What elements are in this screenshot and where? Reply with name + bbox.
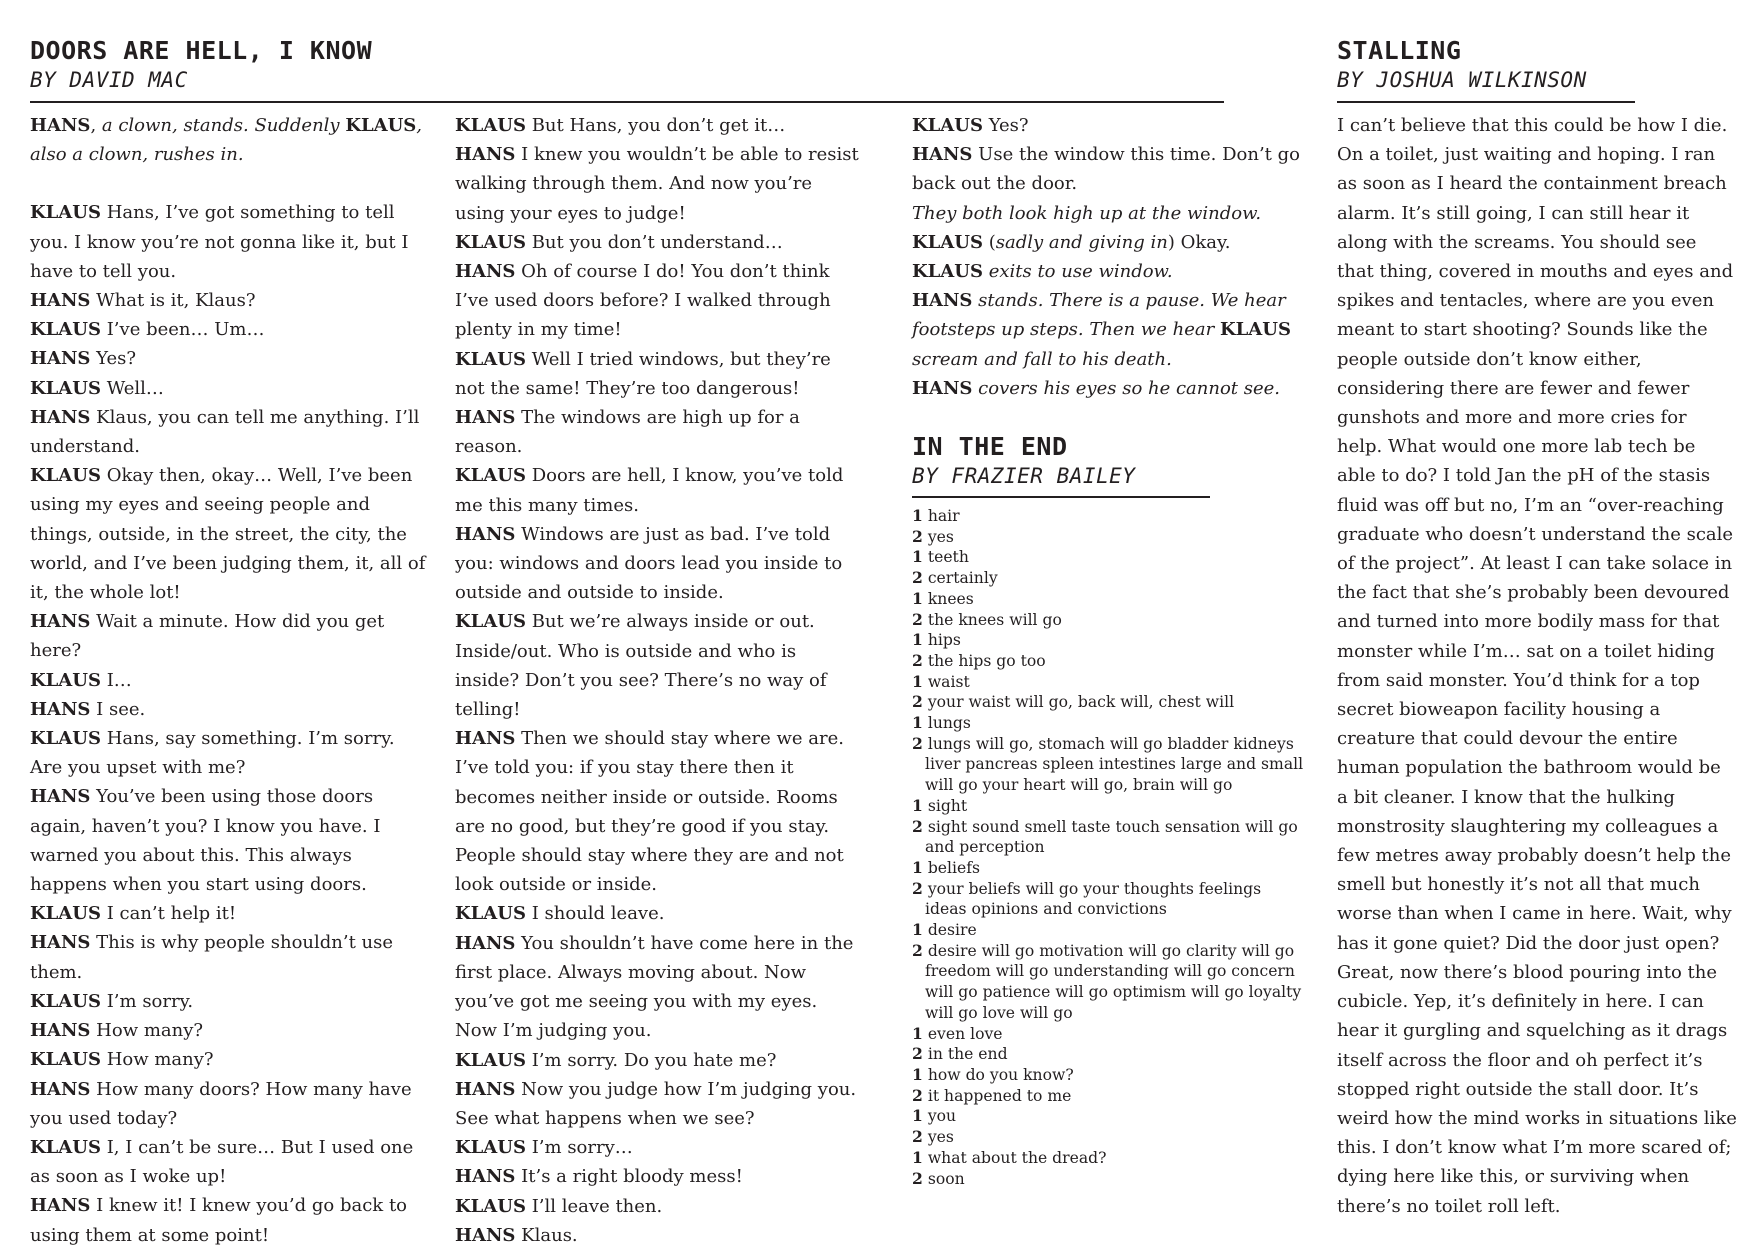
speaker-name: HANS xyxy=(912,290,973,312)
script-line xyxy=(30,987,430,1016)
script-line xyxy=(455,140,860,228)
dialogue-text: Okay then, okay… Well, I’ve been using my eyes and seeing people and things, outside, in the street, the city, the world, and I’ve been judging them, it, all of it, the whole lot! xyxy=(30,465,426,604)
poem-line xyxy=(912,1044,1307,1065)
stalling-byline: BY JOSHUA WILKINSON xyxy=(1337,68,1587,92)
script-line xyxy=(30,374,430,403)
dialogue-text: Yes? xyxy=(982,115,1029,136)
script-line xyxy=(455,1192,860,1221)
dialogue-text: Doors are hell, I know, you’ve told me this many times. xyxy=(455,465,844,516)
dialogue-text: I’ve been… Um… xyxy=(100,319,265,341)
dialogue-text: Wait a minute. How did you get here? xyxy=(30,611,385,662)
in-the-end-byline: BY FRAZIER BAILEY xyxy=(912,464,1136,488)
poem-line-number: 2 xyxy=(912,609,923,629)
poem-line-text: soon xyxy=(927,1169,965,1188)
speaker-name: HANS xyxy=(30,348,91,370)
poem-line xyxy=(912,1024,1307,1045)
script-line xyxy=(30,344,430,373)
poem-line xyxy=(912,506,1307,527)
dialogue-text: Now you judge how I’m judging you. See what happens when we see? xyxy=(455,1078,857,1129)
speaker-name: KLAUS xyxy=(1220,319,1291,341)
poem-line-number: 2 xyxy=(912,526,923,546)
poem-line-text: knees xyxy=(927,589,974,608)
poem-line-number: 2 xyxy=(912,692,923,712)
speaker-name: HANS xyxy=(455,407,516,429)
poem-line-number: 1 xyxy=(912,588,923,608)
doors-title: DOORS ARE HELL, I KNOW xyxy=(30,36,373,65)
dialogue-text: I’ll leave then. xyxy=(525,1195,663,1217)
poem-line-number: 1 xyxy=(912,1023,923,1043)
poem-line xyxy=(912,1169,1307,1190)
poem-line-text: waist xyxy=(927,672,970,691)
script-line xyxy=(455,929,860,1046)
poem-line xyxy=(912,734,1307,796)
stage-direction: , also a clown, rushes in. xyxy=(30,115,423,166)
script-line xyxy=(30,111,430,169)
poem-line xyxy=(912,568,1307,589)
stage-direction: sadly and giving in xyxy=(995,231,1168,253)
poem-line xyxy=(912,610,1307,631)
poem-line xyxy=(912,879,1307,920)
poem-line-text: the hips go too xyxy=(927,651,1046,670)
dialogue-text: I’m sorry. Do you hate me? xyxy=(525,1049,777,1071)
poem-line-number: 1 xyxy=(912,920,923,940)
poem-line-text: lungs will go, stomach will go bladder kidneys liver pancreas spleen intestines large and small will go your heart will go, brain will go xyxy=(925,734,1304,795)
script-line xyxy=(30,724,430,782)
script-line xyxy=(455,607,860,724)
script-line xyxy=(912,228,1307,257)
poem-line-number: 1 xyxy=(912,630,923,650)
speaker-name: KLAUS xyxy=(912,231,983,253)
speaker-name: KLAUS xyxy=(30,728,101,750)
poem-line-number: 1 xyxy=(912,1106,923,1126)
poem-line-number: 2 xyxy=(912,1127,923,1147)
speaker-name: HANS xyxy=(30,1020,91,1042)
poem-line-text: hair xyxy=(927,507,960,525)
poem-line xyxy=(912,547,1307,568)
in-the-end-title-rule xyxy=(912,496,1210,498)
script-line xyxy=(455,461,860,519)
dialogue-text: This is why people shouldn’t use them. xyxy=(30,932,394,983)
script-line xyxy=(455,1133,860,1162)
speaker-name: HANS xyxy=(30,115,91,136)
script-line xyxy=(455,228,860,257)
script-line xyxy=(30,666,430,695)
script-line xyxy=(30,403,430,461)
poem-line-text: certainly xyxy=(927,569,998,588)
poem-line-text: desire will go motivation will go clarity will go freedom will go understanding will go concern will go patience will go optimism will go loyalty will go love will go xyxy=(925,941,1302,1022)
script-line xyxy=(455,1075,860,1133)
poem-line-text: your beliefs will go your thoughts feelings ideas opinions and convictions xyxy=(925,879,1262,919)
poem-line-number: 2 xyxy=(912,733,923,753)
stage-direction: They both look high up at the window. xyxy=(912,202,1262,224)
poem-line-number: 1 xyxy=(912,671,923,691)
doors-column-1 xyxy=(30,111,430,1250)
speaker-name: HANS xyxy=(30,611,91,633)
speaker-name: HANS xyxy=(455,1224,516,1246)
speaker-name: HANS xyxy=(455,1078,516,1100)
poem-line-number: 2 xyxy=(912,1044,923,1064)
dialogue-text: Yes? xyxy=(90,348,137,370)
script-line xyxy=(30,928,430,986)
poem-line xyxy=(912,1127,1307,1148)
dialogue-text: How many? xyxy=(90,1020,204,1042)
poem-line-text: sight xyxy=(927,796,968,815)
script-line xyxy=(30,695,430,724)
speaker-name: HANS xyxy=(455,932,516,954)
dialogue-text: But Hans, you don’t get it… xyxy=(525,115,786,136)
dialogue-text: Well… xyxy=(100,377,164,399)
script-line xyxy=(455,1221,860,1250)
poem-line xyxy=(912,1065,1307,1086)
dialogue-text: Then we should stay where we are. I’ve told you: if you stay there then it becomes neither inside or outside. Rooms are no good, but they’re good if you stay. People should stay where they are and not look outside or inside. xyxy=(455,728,844,896)
speaker-name: KLAUS xyxy=(30,377,101,399)
dialogue-text: I knew it! I knew you’d go back to using them at some point! xyxy=(30,1195,408,1246)
dialogue-text: Hans, I’ve got something to tell you. I know you’re not gonna like it, but I have to tell you. xyxy=(30,202,409,282)
dialogue-text: I… xyxy=(100,669,132,691)
speaker-name: KLAUS xyxy=(30,903,101,925)
dialogue-text: The windows are high up for a reason. xyxy=(455,407,800,458)
speaker-name: KLAUS xyxy=(455,1049,526,1071)
poem-line-number: 1 xyxy=(912,795,923,815)
script-line xyxy=(455,520,860,608)
dialogue-text: ) Okay. xyxy=(1167,231,1231,253)
poem-line-text: you xyxy=(927,1107,957,1126)
script-line xyxy=(455,403,860,461)
dialogue-text: I see. xyxy=(90,698,146,720)
speaker-name: KLAUS xyxy=(455,465,526,487)
speaker-name: KLAUS xyxy=(455,903,526,925)
poem-line-text: even love xyxy=(927,1024,1003,1043)
poem-line-text: the knees will go xyxy=(927,610,1062,629)
dialogue-text: Hans, say something. I’m sorry. Are you upset with me? xyxy=(30,728,395,779)
script-line xyxy=(912,286,1307,374)
speaker-name: HANS xyxy=(30,406,91,428)
poem-line-number: 1 xyxy=(912,547,923,567)
script-line xyxy=(30,899,430,928)
dialogue-text: ( xyxy=(982,231,996,253)
dialogue-text: Use the window this time. Don’t go back out the door. xyxy=(912,144,1300,195)
speaker-name: HANS xyxy=(30,1195,91,1217)
stage-direction: exits to use window. xyxy=(982,261,1173,283)
script-line xyxy=(30,607,430,665)
dialogue-text: Windows are just as bad. I’ve told you: windows and doors lead you inside to outside and outside to inside. xyxy=(455,523,843,604)
stalling-title: STALLING xyxy=(1337,36,1462,65)
poem-line-number: 2 xyxy=(912,650,923,670)
poem-line-number: 1 xyxy=(912,506,923,525)
speaker-name: KLAUS xyxy=(30,1049,101,1071)
poem-line xyxy=(912,796,1307,817)
dialogue-text: I’m sorry… xyxy=(525,1137,633,1159)
stage-direction: stands. There is a pause. We hear footsteps up steps. Then we hear xyxy=(912,290,1286,341)
poem-line xyxy=(912,713,1307,734)
poem-line-text: hips xyxy=(927,631,961,650)
speaker-name: HANS xyxy=(912,144,973,166)
poem-line-number: 2 xyxy=(912,1085,923,1105)
poem-line-text: yes xyxy=(927,527,954,546)
dialogue-text: I’m sorry. xyxy=(100,990,194,1012)
speaker-name: KLAUS xyxy=(30,669,101,691)
stalling-body: I can’t believe that this could be how I die. On a toilet, just waiting and hoping. I ran as soon as I heard the containment breach alarm. It’s still going, I can still hear it along with the screams. You should see that thing, covered in mouths and eyes and spikes and tentacles, where are you even meant to start shooting? Sounds like the people outside don’t know either, considering there are fewer and fewer gunshots and more and more cries for help. What would one more lab tech be able to do? I told Jan the pH of the stasis fluid was off but no, I’m an “over-reaching graduate who doesn’t understand the scale of the project”. At least I can take solace in the fact that she’s probably been devoured and turned into more bodily mass for that monster while I’m… sat on a toilet hiding from said monster. You’d think for a top secret bioweapon facility housing a creature that could devour the entire human population the bathroom would be a bit cleaner. I know that the hulking monstrosity slaughtering my colleagues a few metres away probably doesn’t help the smell but honestly it’s not all that much worse than when I came in here. Wait, why has it gone quiet? Did the door just open? Great, now there’s blood pouring into the cubicle. Yep, it’s definitely in here. I can hear it gurgling and squelching as it drags itself across the floor and oh perfect it’s stopped right outside the stall door. It’s weird how the mind works in situations like this. I don’t know what I’m more scared of; dying here like this, or surviving when there’s no toilet roll left. xyxy=(1337,115,1737,1217)
speaker-name: HANS xyxy=(30,932,91,954)
script-line xyxy=(30,1133,430,1191)
poem-line-number: 1 xyxy=(912,1147,923,1167)
doors-title-rule xyxy=(30,101,1224,103)
dialogue-text: I can’t help it! xyxy=(100,903,237,925)
paragraph-gap xyxy=(30,169,430,198)
script-line xyxy=(912,140,1307,198)
script-line xyxy=(455,1046,860,1075)
speaker-name: HANS xyxy=(455,1166,516,1188)
poem-line-number: 2 xyxy=(912,816,923,836)
script-line xyxy=(455,1162,860,1191)
stage-direction: a clown, stands. Suddenly xyxy=(101,115,346,136)
poem-line-number: 2 xyxy=(912,1168,923,1188)
poem-line-number: 1 xyxy=(912,713,923,733)
speaker-name: KLAUS xyxy=(455,115,526,136)
stage-direction: scream and fall to his death. xyxy=(912,348,1172,370)
speaker-name: KLAUS xyxy=(912,115,983,136)
script-line xyxy=(30,782,430,899)
poem-line xyxy=(912,858,1307,879)
speaker-name: KLAUS xyxy=(455,1195,526,1217)
dialogue-text: But we’re always inside or out. Inside/out. Who is outside and who is inside? Don’t you see? There’s no way of telling! xyxy=(455,611,827,721)
speaker-name: HANS xyxy=(455,728,516,750)
poem-line-text: yes xyxy=(927,1128,954,1147)
doors-byline: BY DAVID MAC xyxy=(30,68,188,92)
poem-line-text: what about the dread? xyxy=(927,1148,1107,1167)
script-line xyxy=(30,1075,430,1133)
dialogue-text: What is it, Klaus? xyxy=(90,290,256,312)
script-line xyxy=(455,345,860,403)
poem-line-text: lungs xyxy=(927,714,971,733)
speaker-name: KLAUS xyxy=(345,115,417,136)
in-the-end-title: IN THE END xyxy=(912,432,1068,461)
script-line xyxy=(912,257,1307,286)
speaker-name: KLAUS xyxy=(30,202,101,224)
poem-line-text: teeth xyxy=(927,548,969,567)
dialogue-text: Klaus. xyxy=(515,1224,578,1246)
script-line xyxy=(30,286,430,315)
doors-column-2 xyxy=(455,111,860,1250)
speaker-name: KLAUS xyxy=(30,465,101,487)
dialogue-text: Klaus, you can tell me anything. I’ll understand. xyxy=(30,406,420,458)
script-line xyxy=(30,315,430,344)
script-line xyxy=(30,1016,430,1045)
speaker-name: KLAUS xyxy=(455,348,526,370)
poem-line-number: 1 xyxy=(912,857,923,877)
poem-line xyxy=(912,589,1307,610)
dialogue-text: How many doors? How many have you used today? xyxy=(30,1078,412,1129)
in-the-end-poem xyxy=(912,506,1307,1189)
speaker-name: KLAUS xyxy=(912,261,983,283)
poem-line xyxy=(912,1106,1307,1127)
poem-line xyxy=(912,651,1307,672)
script-line xyxy=(912,199,1307,228)
poem-line xyxy=(912,630,1307,651)
speaker-name: HANS xyxy=(912,377,973,399)
poem-line xyxy=(912,1086,1307,1107)
dialogue-text: You shouldn’t have come here in the first place. Always moving about. Now you’ve got me seeing you with my eyes. Now I’m judging you. xyxy=(455,932,854,1042)
poem-line-number: 2 xyxy=(912,940,923,960)
stage-direction: covers his eyes so he cannot see. xyxy=(972,377,1281,399)
script-line xyxy=(455,724,860,899)
script-line xyxy=(30,461,430,607)
speaker-name: KLAUS xyxy=(455,611,526,633)
speaker-name: HANS xyxy=(455,523,516,545)
poem-line-text: your waist will go, back will, chest will xyxy=(927,693,1235,712)
poem-line-text: it happened to me xyxy=(927,1086,1072,1105)
speaker-name: HANS xyxy=(30,698,91,720)
dialogue-text: Oh of course I do! You don’t think I’ve used doors before? I walked through plenty in my time! xyxy=(455,261,831,341)
dialogue-text: Well I tried windows, but they’re not the same! They’re too dangerous! xyxy=(455,348,831,399)
speaker-name: KLAUS xyxy=(455,1137,526,1159)
doors-column-3 xyxy=(912,111,1307,403)
script-line xyxy=(30,198,430,286)
poem-line xyxy=(912,672,1307,693)
speaker-name: KLAUS xyxy=(30,990,101,1012)
speaker-name: HANS xyxy=(30,1078,91,1100)
script-line xyxy=(30,1045,430,1074)
speaker-name: KLAUS xyxy=(455,231,526,253)
dialogue-text: But you don’t understand… xyxy=(525,231,783,253)
poem-line-number: 2 xyxy=(912,878,923,898)
poem-line xyxy=(912,692,1307,713)
poem-line-number: 1 xyxy=(912,1064,923,1084)
poem-line-text: sight sound smell taste touch sensation will go and perception xyxy=(925,817,1298,857)
speaker-name: HANS xyxy=(455,261,516,283)
dialogue-text: It’s a right bloody mess! xyxy=(515,1166,743,1188)
poem-line xyxy=(912,817,1307,858)
speaker-name: KLAUS xyxy=(30,1136,101,1158)
speaker-name: HANS xyxy=(30,786,91,808)
speaker-name: KLAUS xyxy=(30,319,101,341)
poem-line-text: desire xyxy=(927,921,977,940)
poem-line xyxy=(912,941,1307,1024)
stalling-title-rule xyxy=(1337,101,1635,103)
poem-line xyxy=(912,1148,1307,1169)
poem-line-text: beliefs xyxy=(927,858,981,877)
poem-line-number: 2 xyxy=(912,568,923,588)
speaker-name: HANS xyxy=(455,144,516,166)
dialogue-text: , xyxy=(90,115,102,136)
dialogue-text: I knew you wouldn’t be able to resist walking through them. And now you’re using your eyes to judge! xyxy=(455,144,859,224)
dialogue-text: How many? xyxy=(100,1049,214,1071)
dialogue-text: I, I can’t be sure… But I used one as soon as I woke up! xyxy=(30,1136,414,1188)
script-line xyxy=(455,899,860,928)
poem-line xyxy=(912,527,1307,548)
script-line xyxy=(455,257,860,345)
script-line xyxy=(455,111,860,140)
dialogue-text: You’ve been using those doors again, haven’t you? I know you have. I warned you about this. This always happens when you start using doors. xyxy=(30,786,381,896)
poem-line xyxy=(912,920,1307,941)
poem-line-text: how do you know? xyxy=(927,1065,1074,1084)
script-line xyxy=(912,111,1307,140)
dialogue-text: I should leave. xyxy=(525,903,665,925)
poem-line-text: in the end xyxy=(927,1045,1008,1064)
script-line xyxy=(912,374,1307,403)
speaker-name: HANS xyxy=(30,290,91,312)
